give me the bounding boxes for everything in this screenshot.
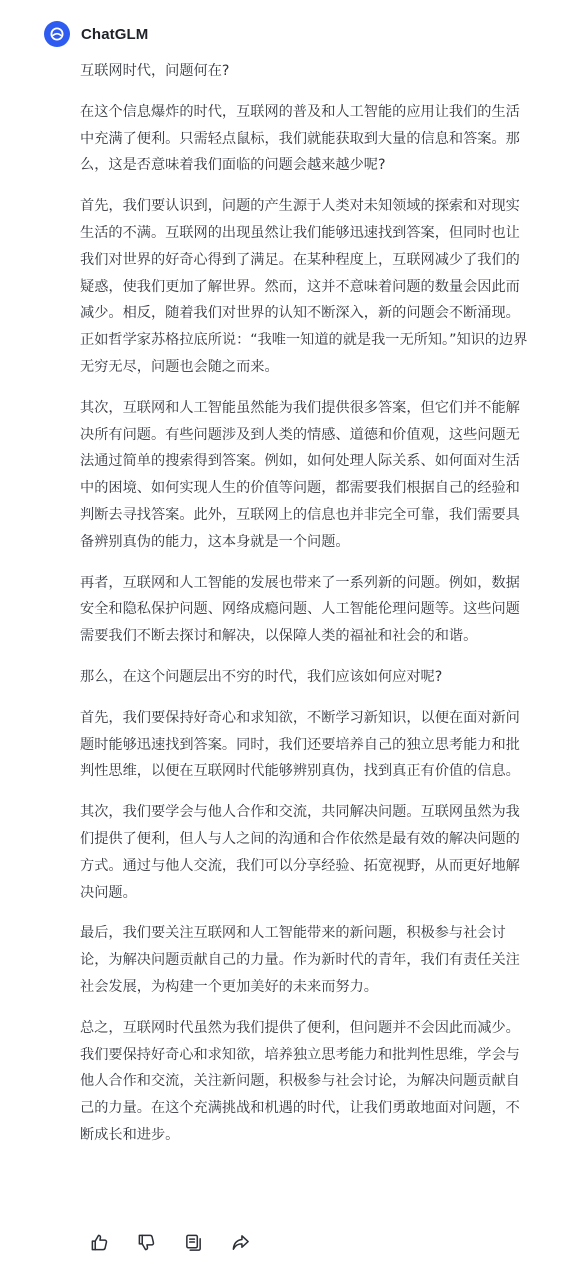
thumbs-up-icon [90, 1233, 109, 1256]
assistant-name: ChatGLM [81, 25, 149, 43]
message-header [44, 20, 148, 48]
message-paragraph: 首先，我们要认识到，问题的产生源于人类对未知领域的探索和对现实生活的不满。互联网的出现虽然让我们能够迅速找到答案，但同时也让我们对世界的好奇心得到了满足。在某种程度上，互联网减少了我们的疑惑，使我们更加了解世界。然而，这并不意味着问题的数量会因此而减少。相反，随着我们对世界的认知不断深入，新的问题会不断涌现。正如哲学家苏格拉底所说：“我唯一知道的就是我一无所知。”知识的边界无穷无尽，问题也会随之而来。 [80, 198, 528, 375]
message-actions [88, 1233, 276, 1255]
message-paragraph: 其次，我们要学会与他人合作和交流，共同解决问题。互联网虽然为我们提供了便利，但人与人之间的沟通和合作依然是最有效的解决问题的方式。通过与他人交流，我们可以分享经验、拓宽视野，从而更好地解决问题。 [80, 804, 520, 901]
chatglm-logo-icon [44, 21, 70, 47]
message-paragraph: 在这个信息爆炸的时代，互联网的普及和人工智能的应用让我们的生活中充满了便利。只需轻点鼠标，我们就能获取到大量的信息和答案。那么，这是否意味着我们面临的问题会越来越少呢? [80, 103, 520, 174]
copy-button[interactable] [182, 1233, 204, 1255]
message-content [80, 58, 532, 1163]
message-paragraph: 首先，我们要保持好奇心和求知欲，不断学习新知识，以便在面对新问题时能够迅速找到答案。同时，我们还要培养自己的独立思考能力和批判性思维，以便在互联网时代能够辨别真伪，找到真正有价值的信息。 [80, 709, 520, 780]
share-button[interactable] [229, 1233, 251, 1255]
message-paragraph: 最后，我们要关注互联网和人工智能带来的新问题，积极参与社会讨论，为解决问题贡献自己的力量。作为新时代的青年，我们有责任关注社会发展，为构建一个更加美好的未来而努力。 [80, 925, 520, 995]
message-paragraph: 那么，在这个问题层出不穷的时代，我们应该如何应对呢? [80, 668, 443, 685]
thumbs-up-button[interactable] [88, 1233, 110, 1255]
message-paragraph: 其次，互联网和人工智能虽然能为我们提供很多答案，但它们并不能解决所有问题。有些问题涉及到人类的情感、道德和价值观，这些问题无法通过简单的搜索得到答案。例如，如何处理人际关系、如何面对生活中的困境、如何实现人生的价值等问题，都需要我们根据自己的经验和判断去寻找答案。此外，互联网上的信息也并非完全可靠，我们需要具备辨别真伪的能力，这本身就是一个问题。 [80, 399, 520, 550]
share-icon [231, 1233, 250, 1256]
message-paragraph: 总之，互联网时代虽然为我们提供了便利，但问题并不会因此而减少。我们要保持好奇心和求知欲，培养独立思考能力和批判性思维，学会与他人合作和交流，关注新问题，积极参与社会讨论，为解决问题贡献自己的力量。在这个充满挑战和机遇的时代，让我们勇敢地面对问题，不断成长和进步。 [80, 1019, 520, 1143]
copy-icon [184, 1233, 203, 1256]
message-paragraph: 互联网时代，问题何在? [80, 63, 230, 79]
thumbs-down-icon [137, 1233, 156, 1256]
thumbs-down-button[interactable] [135, 1233, 157, 1255]
message-paragraph: 再者，互联网和人工智能的发展也带来了一系列新的问题。例如，数据安全和隐私保护问题、网络成瘾问题、人工智能伦理问题等。这些问题需要我们不断去探讨和解决，以保障人类的福祉和社会的和谐。 [80, 574, 520, 645]
